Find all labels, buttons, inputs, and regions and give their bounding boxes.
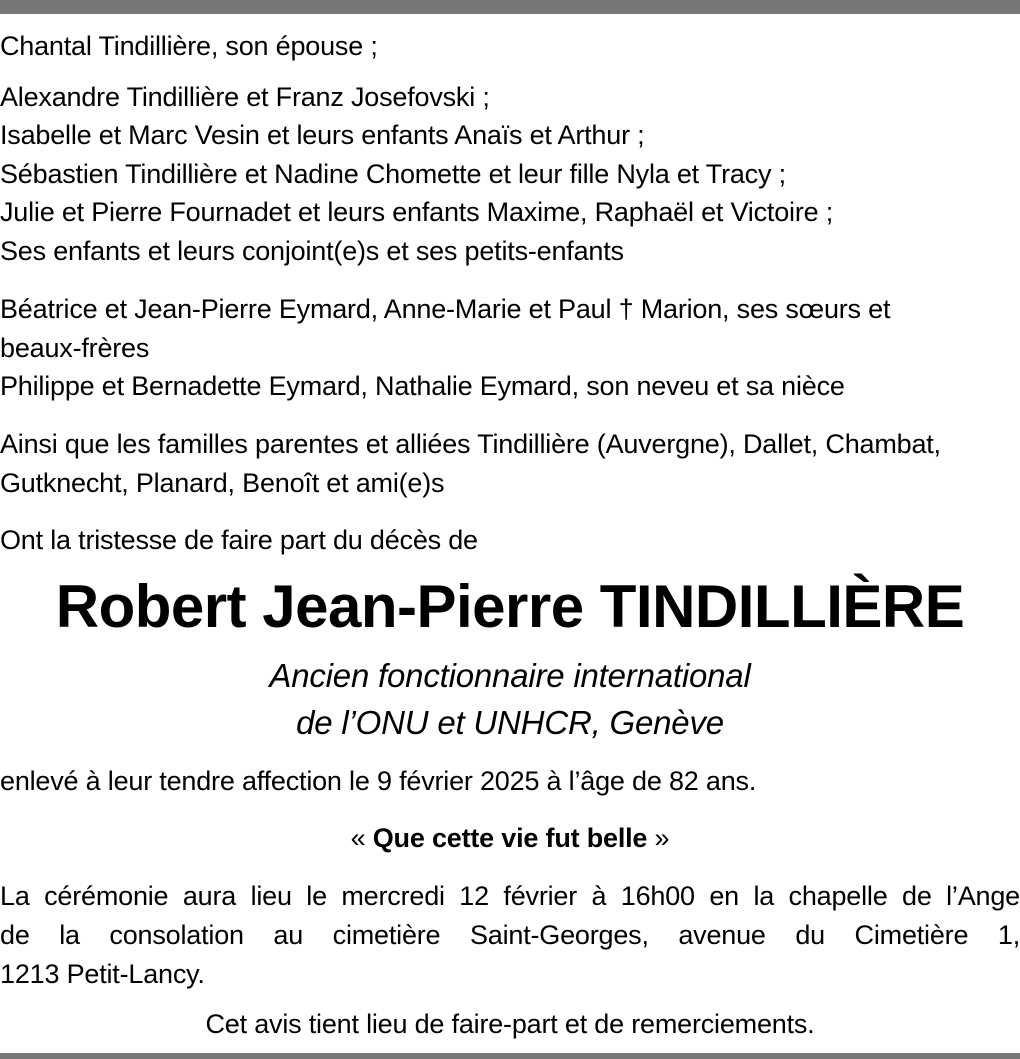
children-line: Alexandre Tindillière et Franz Josefovski ;: [0, 82, 490, 112]
quote: [0, 822, 1020, 854]
ceremony-line: de la consolation au cimetière Saint-Georges, avenue du Cimetière 1,: [0, 920, 1020, 950]
deceased-name: Robert Jean-Pierre TINDILLIÈRE: [55, 573, 965, 640]
closing-note: Cet avis tient lieu de faire-part et de remerciements.: [205, 1009, 815, 1039]
death-notice: enlevé à leur tendre affection le 9 février 2025 à l’âge de 82 ans.: [0, 766, 757, 796]
children-line: Ses enfants et leurs conjoint(e)s et ses petits-enfants: [0, 236, 624, 266]
deceased-title: Ancien fonctionnaire international: [269, 657, 751, 694]
spouse-line: Chantal Tindillière, son épouse ;: [0, 31, 378, 61]
ceremony-line: 1213 Petit-Lancy.: [0, 959, 205, 989]
deceased-title: de l’ONU et UNHCR, Genève: [296, 704, 724, 741]
children-line: Julie et Pierre Fournadet et leurs enfants Maxime, Raphaël et Victoire ;: [0, 197, 834, 227]
quote-open: «: [350, 823, 373, 853]
extended-family-line: Ainsi que les familles parentes et alliées Tindillière (Auvergne), Dallet, Chambat,: [0, 429, 941, 459]
extended-family-line: Gutknecht, Planard, Benoît et ami(e)s: [0, 468, 445, 498]
quote-text: Que cette vie fut belle: [372, 823, 648, 853]
bottom-border: [0, 1053, 1020, 1059]
announcement: Ont la tristesse de faire part du décès de: [0, 525, 478, 555]
siblings-line: Béatrice et Jean-Pierre Eymard, Anne-Marie et Paul † Marion, ses sœurs et: [0, 294, 891, 324]
children-line: Sébastien Tindillière et Nadine Chomette et leur fille Nyla et Tracy ;: [0, 159, 786, 189]
siblings-line: Philippe et Bernadette Eymard, Nathalie Eymard, son neveu et sa nièce: [0, 371, 845, 401]
children-line: Isabelle et Marc Vesin et leurs enfants Anaïs et Arthur ;: [0, 120, 645, 150]
siblings-line: beaux-frères: [0, 333, 150, 363]
top-border: [0, 0, 1020, 14]
ceremony-line: La cérémonie aura lieu le mercredi 12 février à 16h00 en la chapelle de l’Ange: [0, 881, 1020, 911]
quote-close: »: [647, 823, 670, 853]
